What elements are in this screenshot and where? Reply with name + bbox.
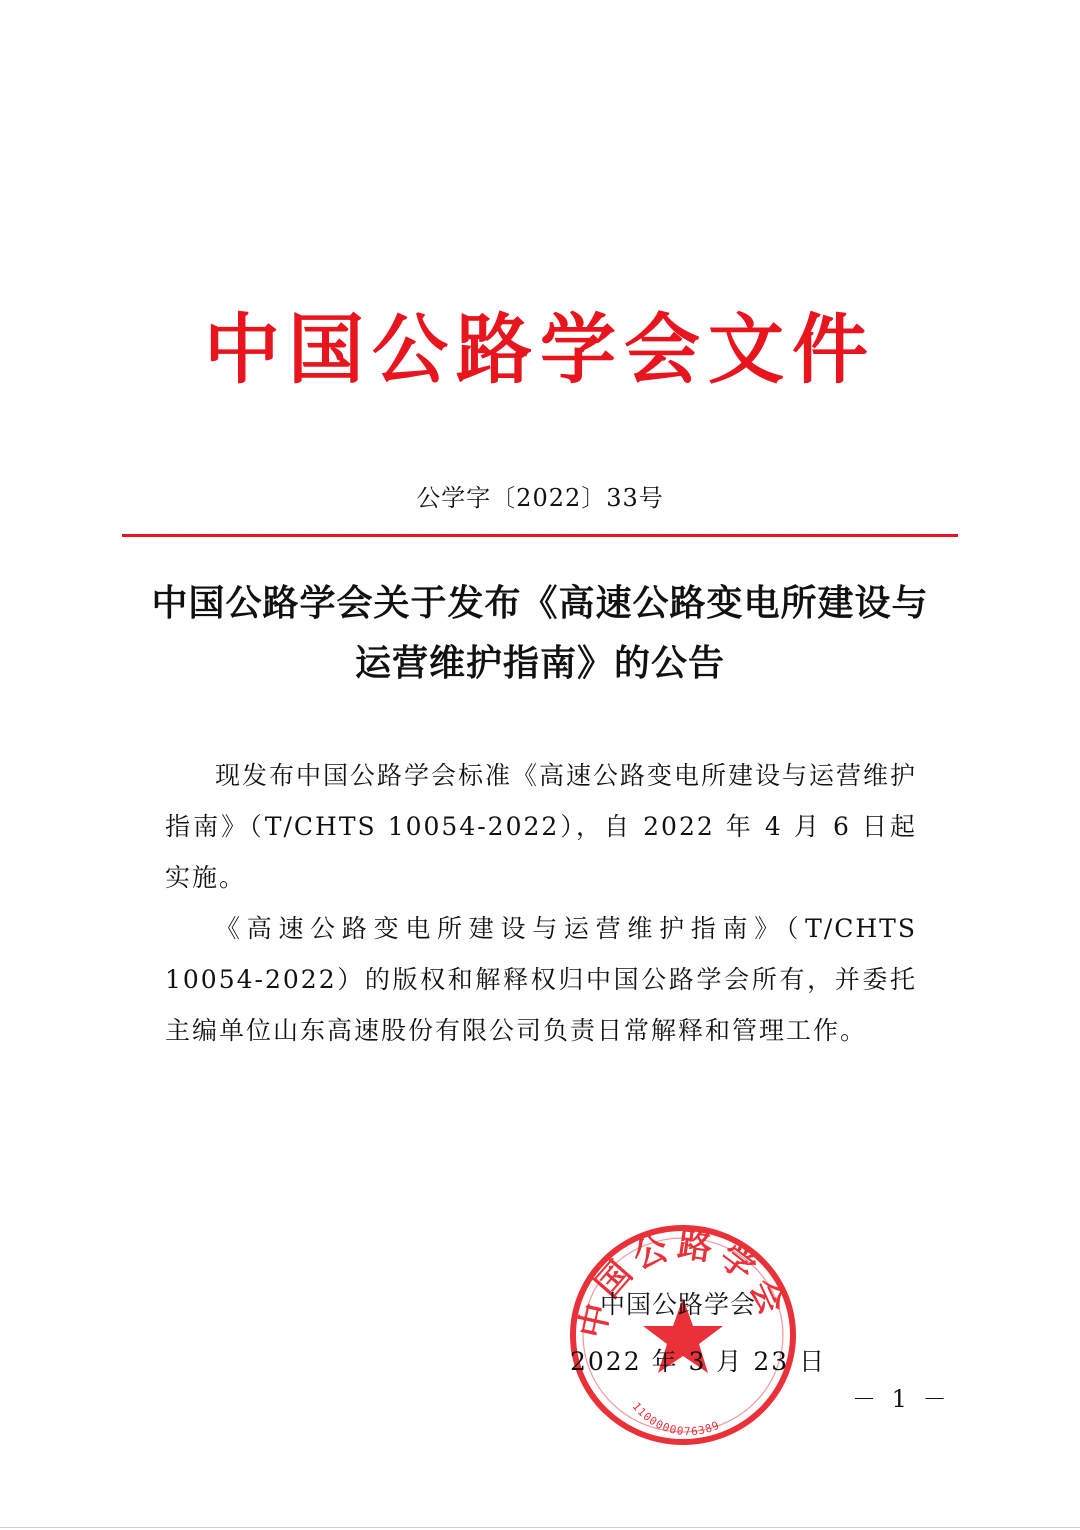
document-title <box>110 574 970 694</box>
document-body <box>165 750 917 1056</box>
body-paragraph-2: 《高速公路变电所建设与运营维护指南》（T/CHTS 10054-2022）的版权和解释权归中国公路学会所有，并委托主编单位山东高速股份有限公司负责日常解释和管理工作。 <box>165 914 917 1045</box>
document-number: 公学字〔2022〕33号 <box>416 484 664 512</box>
page-bottom-edge <box>0 1527 1080 1528</box>
title-line-2: 运营维护指南》的公告 <box>354 643 725 684</box>
page-number: － 1 － <box>852 1385 951 1413</box>
signature-date: 2022 年 3 月 23 日 <box>570 1347 827 1376</box>
red-divider-rule <box>122 534 958 537</box>
official-seal-stamp <box>565 1220 801 1450</box>
svg-text:1100000076389: 1100000076389 <box>629 1400 723 1439</box>
signature-organization: 中国公路学会 <box>600 1290 757 1319</box>
document-masthead: 中国公路学会文件 <box>204 305 876 394</box>
title-line-1: 中国公路学会关于发布《高速公路变电所建设与 <box>151 583 929 624</box>
svg-text:中国公路学会: 中国公路学会 <box>571 1224 795 1342</box>
body-paragraph-1: 现发布中国公路学会标准《高速公路变电所建设与运营维护指南》（T/CHTS 10054-2022），自 2022 年 4 月 6 日起实施。 <box>165 761 918 892</box>
